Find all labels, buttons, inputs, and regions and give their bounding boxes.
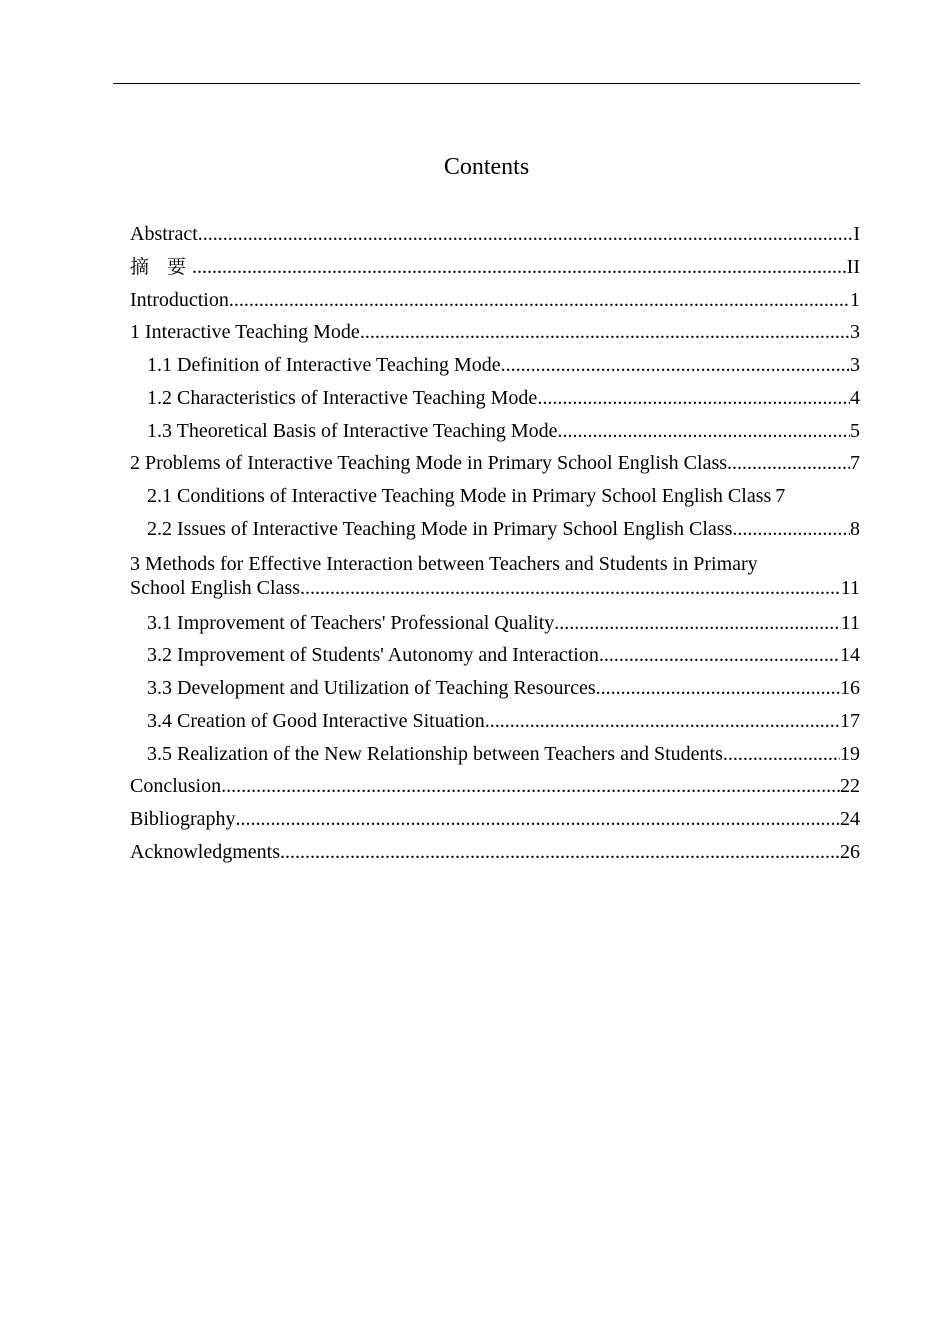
toc-entry-chapter-1[interactable]: [130, 318, 860, 351]
toc-entry-label: 3.3 Development and Utilization of Teaching Resources: [147, 677, 596, 699]
toc-entry-label: 2.2 Issues of Interactive Teaching Mode in Primary School English Class: [147, 517, 733, 540]
dot-leader: [732, 515, 850, 543]
dot-leader: [229, 286, 850, 314]
toc-entry-label-line-1: 3 Methods for Effective Interaction between Teachers and Students in Primary: [130, 552, 758, 575]
toc-entry-page: 16: [840, 677, 860, 699]
toc-entry-bibliography[interactable]: [130, 805, 860, 838]
dot-leader: [236, 805, 840, 833]
toc-entry-acknowledgments[interactable]: [130, 838, 860, 871]
toc-entry-section-3-5[interactable]: [130, 740, 860, 773]
toc-entry-page: 1: [850, 288, 860, 311]
dot-leader: [501, 351, 850, 379]
toc-entry-page: 7: [775, 485, 786, 507]
toc-entry-page: 19: [840, 742, 860, 765]
dot-leader: [360, 318, 850, 346]
toc-entry-page: 11: [840, 576, 860, 599]
dot-leader: [558, 417, 851, 445]
toc-entry-label: 摘 要: [130, 255, 193, 278]
toc-entry-page: 24: [840, 808, 860, 830]
dot-leader: [300, 576, 841, 600]
toc-entry-label: 3.2 Improvement of Students' Autonomy and Interaction: [147, 644, 599, 667]
dot-leader: [192, 253, 847, 281]
toc-entry-page: 7: [850, 452, 860, 475]
toc-entry-page: II: [846, 255, 860, 278]
toc-entry-label: 2.1 Conditions of Interactive Teaching Mode in Primary School English Class: [147, 485, 772, 507]
toc-entry-chinese-abstract[interactable]: [130, 253, 860, 286]
toc-entry-label: 1.1 Definition of Interactive Teaching Mode: [147, 354, 501, 376]
dot-leader: [485, 707, 840, 735]
toc-entry-section-3-1[interactable]: [130, 609, 860, 642]
table-of-contents: [130, 220, 860, 871]
toc-entry-label: 1.3 Theoretical Basis of Interactive Teaching Mode: [147, 419, 558, 442]
toc-entry-section-1-1[interactable]: [130, 351, 860, 384]
toc-entry-page: 3: [850, 354, 860, 376]
toc-entry-introduction[interactable]: [130, 286, 860, 319]
toc-entry-section-3-4[interactable]: [130, 707, 860, 740]
toc-entry-label: Abstract: [130, 223, 198, 245]
toc-entry-abstract[interactable]: [130, 220, 860, 253]
toc-entry-label: Conclusion: [130, 775, 222, 798]
toc-entry-page: 17: [840, 709, 860, 732]
toc-entry-chapter-2[interactable]: [130, 449, 860, 482]
toc-entry-page: 22: [840, 775, 860, 798]
toc-entry-label: 1.2 Characteristics of Interactive Teaching Mode: [147, 386, 538, 409]
toc-entry-page: 3: [850, 321, 860, 344]
toc-entry-line-2: [130, 576, 860, 609]
page-title: Contents: [443, 154, 530, 180]
dot-leader: [723, 740, 840, 768]
toc-entry-label: 2 Problems of Interactive Teaching Mode in Primary School English Class: [130, 452, 728, 475]
toc-entry-page: 8: [850, 517, 860, 540]
toc-entry-page: 14: [840, 644, 860, 667]
toc-entry-section-1-3[interactable]: [130, 417, 860, 450]
toc-entry-label: 1 Interactive Teaching Mode: [130, 321, 360, 344]
toc-entry-section-1-2[interactable]: [130, 384, 860, 417]
toc-entry-label: 3.1 Improvement of Teachers' Professional Quality: [147, 611, 555, 634]
dot-leader: [599, 641, 840, 669]
toc-entry-label: 3.5 Realization of the New Relationship between Teachers and Students: [147, 742, 723, 765]
toc-entry-label: 3.4 Creation of Good Interactive Situation: [147, 709, 485, 732]
dot-leader: [280, 838, 840, 866]
dot-leader: [596, 674, 840, 702]
toc-entry-conclusion[interactable]: [130, 772, 860, 805]
dot-leader: [727, 449, 850, 477]
toc-entry-label-line-2: School English Class: [130, 576, 301, 599]
toc-entry-page: 11: [840, 611, 860, 634]
dot-leader: [221, 772, 840, 800]
dot-leader: [554, 609, 840, 637]
toc-entry-page: 4: [850, 386, 860, 409]
dot-leader: [198, 220, 854, 248]
toc-entry-page: I: [853, 223, 860, 245]
toc-entry-section-2-2[interactable]: [130, 515, 860, 548]
toc-entry-label: Introduction: [130, 288, 229, 311]
toc-entry-section-2-1[interactable]: [130, 482, 860, 515]
dot-leader: [537, 384, 850, 412]
toc-entry-label: Acknowledgments: [130, 840, 280, 863]
header-rule: [113, 83, 860, 84]
toc-entry-section-3-2[interactable]: [130, 641, 860, 674]
toc-entry-label: Bibliography: [130, 808, 236, 830]
toc-entry-page: 26: [840, 840, 860, 863]
toc-entry-page: 5: [850, 419, 860, 442]
toc-entry-section-3-3[interactable]: [130, 674, 860, 707]
toc-entry-chapter-3[interactable]: [130, 548, 860, 609]
